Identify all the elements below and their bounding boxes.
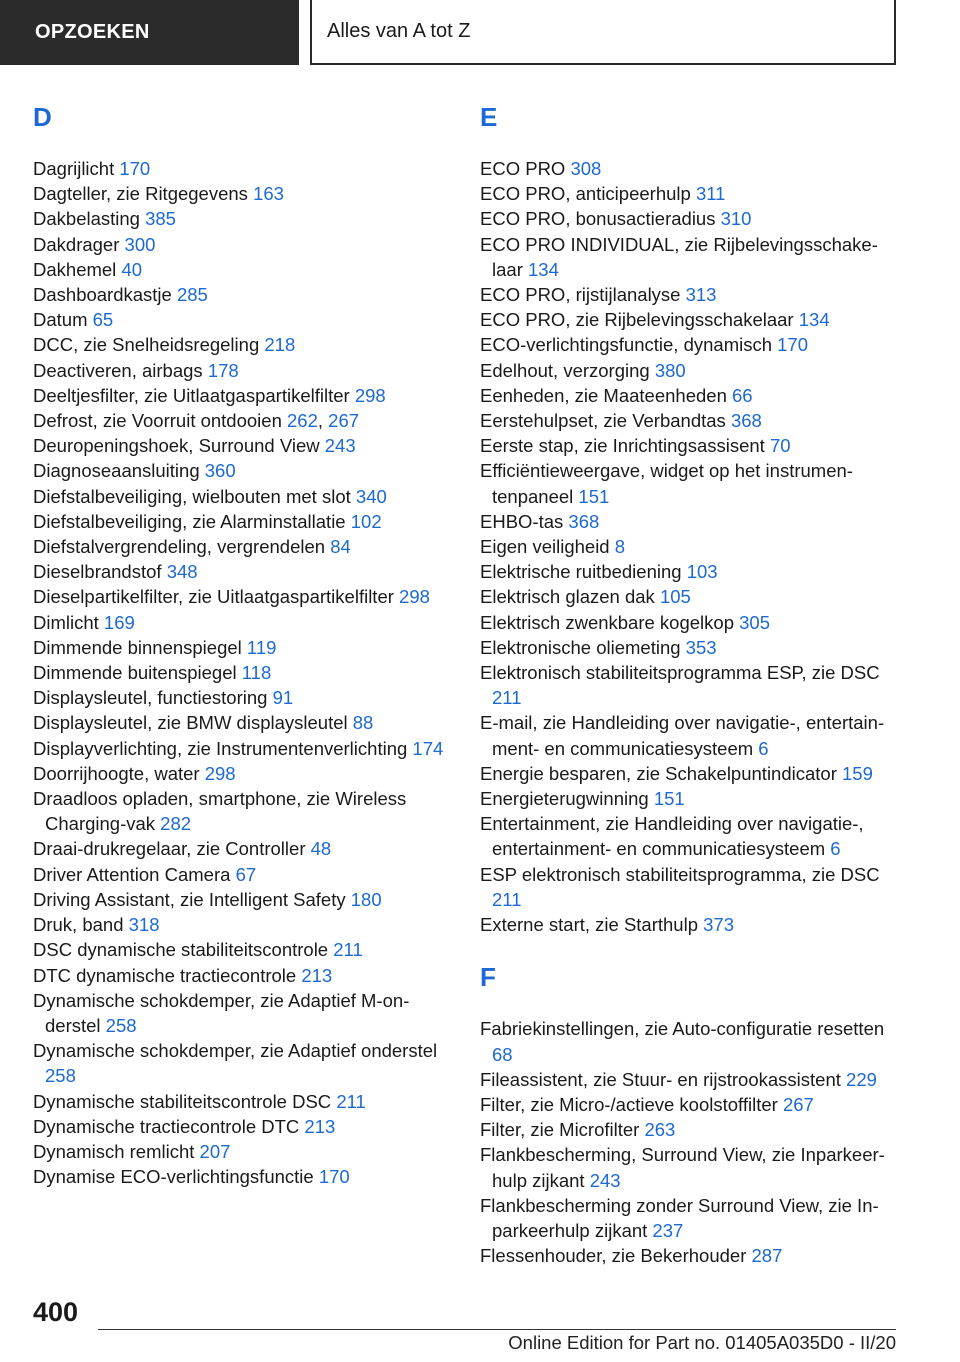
index-term: Deuropeningshoek, Surround View [33, 435, 320, 457]
page-link[interactable]: 211 [333, 939, 363, 961]
index-term: Dimlicht [33, 611, 99, 633]
index-entry [480, 610, 900, 635]
index-entry [480, 786, 900, 811]
index-entry [33, 862, 448, 887]
page-link[interactable]: 170 [119, 158, 151, 179]
page-link[interactable]: 305 [739, 611, 771, 633]
page-link[interactable]: 170 [318, 1166, 350, 1188]
index-term: ESP elektronisch stabiliteitsprogramma, zie DSC [480, 863, 880, 885]
index-term: Flessenhouder, zie Bekerhouder [480, 1245, 747, 1267]
index-entry [33, 1139, 448, 1164]
edition-note: Online Edition for Part no. 01405A035D0 - II/20 [508, 1332, 896, 1353]
page-link[interactable]: 298 [204, 762, 236, 784]
page-link[interactable]: 373 [703, 914, 735, 936]
index-term: Displayverlichting, zie Instrumentenverlichting [33, 737, 408, 759]
index-entry [480, 559, 900, 584]
index-term: Dagteller, zie Ritgegevens [33, 183, 248, 205]
index-entry [480, 1193, 900, 1243]
index-entry [33, 1164, 448, 1189]
page-link[interactable]: 70 [769, 435, 791, 457]
page-link[interactable]: 68 [492, 1043, 513, 1065]
page-link[interactable]: 229 [846, 1068, 877, 1090]
index-entry [33, 660, 448, 685]
index-entry [33, 635, 448, 660]
section-tab [0, 0, 299, 65]
page-link[interactable]: 310 [720, 208, 752, 230]
index-term: Energie besparen, zie Schakelpuntindicator [480, 762, 837, 784]
page-link[interactable]: 300 [124, 233, 156, 255]
index-entry [480, 1142, 900, 1192]
page-link[interactable]: 67 [235, 863, 257, 885]
page-link[interactable]: 66 [732, 384, 753, 406]
page-link[interactable]: 105 [659, 586, 691, 608]
page-link[interactable]: 380 [654, 359, 686, 381]
index-entry [480, 584, 900, 609]
index-entry [480, 358, 900, 383]
index-term: Dynamische schokdemper, zie Adaptief onderstel [33, 1040, 438, 1062]
index-entry [33, 257, 448, 282]
page-link[interactable]: 6 [758, 737, 769, 759]
page-link[interactable]: 258 [45, 1065, 76, 1087]
index-term: Dashboardkastje [33, 284, 172, 306]
index-entry [480, 282, 900, 307]
index-term: DTC dynamische tractiecontrole [33, 964, 297, 986]
index-term: Deeltjesfilter, zie Uitlaatgaspartikelfilter [33, 384, 350, 406]
index-entry [33, 912, 448, 937]
index-entry [480, 383, 900, 408]
index-term: Externe start, zie Starthulp [480, 914, 698, 936]
index-entry [33, 836, 448, 861]
index-term: Draadloos opladen, smartphone, zie Wireless Charging-vak [33, 788, 407, 835]
page-link[interactable]: 180 [350, 888, 382, 910]
page-link[interactable]: 170 [777, 334, 809, 356]
index-term: Elektrische ruitbediening [480, 561, 682, 583]
index-entry [33, 332, 448, 357]
index-entry [33, 206, 448, 231]
index-entry [33, 307, 448, 332]
index-term: Dieselpartikelfilter, zie Uitlaatgaspartikelfilter [33, 586, 394, 608]
page-link[interactable]: 285 [176, 284, 208, 306]
page-link[interactable]: 282 [160, 813, 192, 835]
index-entry [480, 635, 900, 660]
index-entry [480, 458, 900, 508]
index-term: Diefstalbeveiliging, zie Alarminstallatie [33, 510, 346, 532]
index-entry [33, 685, 448, 710]
page-link[interactable]: 91 [272, 687, 294, 709]
index-entry [33, 383, 448, 408]
index-entry [33, 358, 448, 383]
index-entry [480, 206, 900, 231]
page-link[interactable]: 353 [685, 636, 717, 658]
page-link[interactable]: 169 [103, 611, 135, 633]
page-link[interactable]: 298 [399, 586, 430, 608]
page-link[interactable]: 243 [324, 435, 356, 457]
index-term: Dimmende binnenspiegel [33, 636, 242, 658]
index-term: DCC, zie Snelheidsregeling [33, 334, 260, 356]
index-entry: Defrost, zie Voorruit ontdooien 262, 267 [33, 410, 360, 432]
index-entry [33, 761, 448, 786]
index-term: Energieterugwinning [480, 788, 649, 810]
page-link[interactable]: 313 [685, 284, 717, 306]
index-entry [480, 534, 900, 559]
index-term: Doorrijhoogte, water [33, 762, 200, 784]
index-entry [480, 509, 900, 534]
index-term: ECO PRO, rijstijlanalyse [480, 284, 681, 306]
index-term: Dynamische stabiliteitscontrole DSC [33, 1090, 332, 1112]
chapter-title: Alles van A tot Z [327, 20, 471, 42]
index-term: Draai-drukregelaar, zie Controller [33, 838, 306, 860]
index-entry [480, 1117, 900, 1142]
index-term: Dagrijlicht [33, 158, 115, 179]
page-link[interactable]: 368 [568, 510, 600, 532]
page-link[interactable]: 40 [121, 258, 143, 280]
index-term: Dakdrager [33, 233, 120, 255]
index-entry [33, 710, 448, 735]
page-link[interactable]: 287 [751, 1245, 783, 1267]
index-term: Edelhout, verzorging [480, 359, 650, 381]
index-entry [480, 1243, 900, 1268]
page-link[interactable]: 218 [264, 334, 296, 356]
index-entry [33, 736, 448, 761]
index-term: ECO PRO [480, 158, 566, 179]
page-link[interactable]: 263 [644, 1119, 676, 1141]
page-link[interactable]: 84 [330, 536, 351, 558]
page-link[interactable]: 174 [412, 737, 444, 759]
index-term: Defrost, zie Voorruit ontdooien [33, 410, 282, 432]
index-entry [33, 1038, 448, 1088]
index-term: Dynamische schokdemper, zie Adaptief M-onderstel [33, 989, 410, 1036]
index-term: Eenheden, zie Maateenheden [480, 384, 727, 406]
index-entry [33, 458, 448, 483]
index-entry [33, 1089, 448, 1114]
index-term: Entertainment, zie Handleiding over navigatie-, entertainment- en communicatiesysteem [480, 813, 864, 860]
index-term: Dimmende buitenspiegel [33, 662, 237, 684]
index-term: Diefstalbeveiliging, wielbouten met slot [33, 485, 351, 507]
index-entry [33, 484, 448, 509]
page-link[interactable]: 103 [686, 561, 718, 583]
index-entry [33, 887, 448, 912]
index-term: DSC dynamische stabiliteitscontrole [33, 939, 329, 961]
page-link[interactable]: 207 [199, 1140, 231, 1162]
page-link[interactable]: 243 [589, 1169, 621, 1191]
page-link[interactable]: 340 [355, 485, 387, 507]
index-term: ECO PRO, anticipeerhulp [480, 183, 691, 205]
index-entry [480, 710, 900, 760]
index-term: Driver Attention Camera [33, 863, 231, 885]
index-entry [480, 181, 900, 206]
index-entry [33, 156, 448, 181]
footer-divider [98, 1329, 896, 1330]
index-term: Filter, zie Microfilter [480, 1119, 640, 1141]
page-link[interactable]: 368 [730, 410, 762, 432]
index-term: Displaysleutel, functiestoring [33, 687, 268, 709]
index-term: E-mail, zie Handleiding over navigatie-, entertainment- en communicatiesysteem [480, 712, 885, 759]
index-term: Efficiëntieweergave, widget op het instrumentenpaneel [480, 460, 853, 507]
page-link[interactable]: 65 [92, 309, 114, 331]
index-column-right [480, 100, 900, 1268]
index-entry [33, 937, 448, 962]
index-term: Flankbescherming zonder Surround View, zie Inparkeerhulp zijkant [480, 1194, 879, 1241]
index-term: Fabriekinstellingen, zie Auto-configuratie resetten [480, 1018, 885, 1040]
page-link[interactable]: 151 [653, 788, 685, 810]
index-term: Eerste stap, zie Inrichtingsassisent [480, 435, 765, 457]
index-entry [480, 660, 900, 710]
index-term: Dakhemel [33, 258, 117, 280]
page-link[interactable]: 211 [492, 888, 522, 910]
index-entry [33, 963, 448, 988]
index-term: ECO PRO INDIVIDUAL, zie Rijbelevingsschakelaar [480, 233, 878, 280]
index-entry [480, 761, 900, 786]
chapter-header [310, 0, 896, 65]
entries-e [480, 156, 900, 937]
index-term: Deactiveren, airbags [33, 359, 203, 381]
page-link[interactable]: 159 [842, 762, 873, 784]
index-term: Elektrisch glazen dak [480, 586, 655, 608]
page-link[interactable]: 134 [528, 258, 559, 280]
index-term: Diagnoseaansluiting [33, 460, 200, 482]
index-term: Dynamische tractiecontrole DTC [33, 1115, 300, 1137]
page-link[interactable]: 311 [695, 183, 726, 205]
page-link[interactable]: 88 [352, 712, 374, 734]
index-term: Dieselbrandstof [33, 561, 162, 583]
page-link[interactable]: 8 [614, 536, 626, 558]
page-link[interactable]: 6 [830, 838, 841, 860]
index-entry [480, 1067, 900, 1092]
page-link[interactable]: 213 [304, 1115, 336, 1137]
index-letter-f: F [480, 962, 496, 993]
index-entry [480, 232, 900, 282]
index-letter-d: D [33, 102, 52, 132]
page-link[interactable]: 267 [782, 1093, 814, 1115]
index-term: Datum [33, 309, 88, 331]
entries-d [33, 156, 448, 1189]
page-link[interactable]: 118 [241, 662, 272, 684]
index-entry [480, 811, 900, 861]
entries-f [480, 1016, 900, 1268]
index-entry [480, 1092, 900, 1117]
page-link[interactable]: 237 [652, 1219, 684, 1241]
index-term: ECO-verlichtingsfunctie, dynamisch [480, 334, 772, 356]
index-term: ECO PRO, zie Rijbelevingsschakelaar [480, 309, 794, 331]
page-link[interactable]: 360 [204, 460, 236, 482]
page-link[interactable]: 308 [570, 158, 602, 179]
index-entry [33, 786, 448, 836]
page-link[interactable]: 348 [166, 561, 198, 583]
index-letter-e: E [480, 102, 498, 132]
page-link[interactable]: 102 [350, 510, 382, 532]
index-term: Flankbescherming, Surround View, zie Inparkeerhulp zijkant [480, 1144, 885, 1191]
index-entry [480, 1016, 900, 1066]
page-link[interactable]: 385 [145, 208, 176, 230]
index-term: Filter, zie Micro-/actieve koolstoffilter [480, 1093, 778, 1115]
index-term: Dynamise ECO-verlichtingsfunctie [33, 1166, 314, 1188]
index-term: ECO PRO, bonusactieradius [480, 208, 716, 230]
page-link[interactable]: 163 [253, 183, 284, 205]
index-term: Eigen veiligheid [480, 536, 610, 558]
page-link[interactable]: 267 [328, 410, 360, 432]
index-term: Druk, band [33, 914, 124, 936]
index-entry [480, 862, 900, 912]
index-term: Elektronische oliemeting [480, 636, 681, 658]
index-term: Driving Assistant, zie Intelligent Safety [33, 888, 346, 910]
index-entry [480, 156, 900, 181]
index-entry [33, 610, 448, 635]
index-term: Dakbelasting [33, 208, 140, 230]
index-entry [33, 1114, 448, 1139]
index-term: Displaysleutel, zie BMW displaysleutel [33, 712, 348, 734]
page-link[interactable]: 151 [578, 485, 610, 507]
index-entry [480, 408, 900, 433]
page-link[interactable]: 211 [336, 1090, 366, 1112]
index-entry [33, 584, 448, 609]
index-term: Dynamisch remlicht [33, 1140, 195, 1162]
page-link[interactable]: 48 [310, 838, 332, 860]
page-number: 400 [33, 1297, 79, 1327]
page-link[interactable]: 262 [287, 410, 318, 432]
page-link[interactable]: 213 [301, 964, 333, 986]
page-link[interactable]: 119 [246, 636, 277, 658]
page-link[interactable]: 318 [128, 914, 160, 936]
page-link[interactable]: 134 [798, 309, 830, 331]
index-entry [33, 282, 448, 307]
index-term: Fileassistent, zie Stuur- en rijstrookassistent [480, 1068, 841, 1090]
index-term: Diefstalvergrendeling, vergrendelen [33, 536, 326, 558]
index-entry [480, 307, 900, 332]
index-term: Elektrisch zwenkbare kogelkop [480, 611, 734, 633]
section-title: OPZOEKEN [35, 21, 150, 43]
index-entry [33, 232, 448, 257]
index-term: Elektronisch stabiliteitsprogramma ESP, zie DSC [480, 662, 880, 684]
index-term: EHBO-tas [480, 510, 564, 532]
index-entry [480, 433, 900, 458]
index-term: Eerstehulpset, zie Verbandtas [480, 410, 726, 432]
index-column-left [33, 100, 448, 1189]
index-entry [480, 332, 900, 357]
index-entry [33, 534, 448, 559]
index-entry [33, 181, 448, 206]
page-link[interactable]: 178 [207, 359, 239, 381]
page-link[interactable]: 298 [354, 384, 386, 406]
index-entry [480, 912, 900, 937]
page-link[interactable]: 258 [105, 1014, 137, 1036]
index-entry [33, 433, 448, 458]
index-entry [33, 559, 448, 584]
index-entry [33, 509, 448, 534]
page-link[interactable]: 211 [492, 687, 522, 709]
index-entry [33, 988, 448, 1038]
